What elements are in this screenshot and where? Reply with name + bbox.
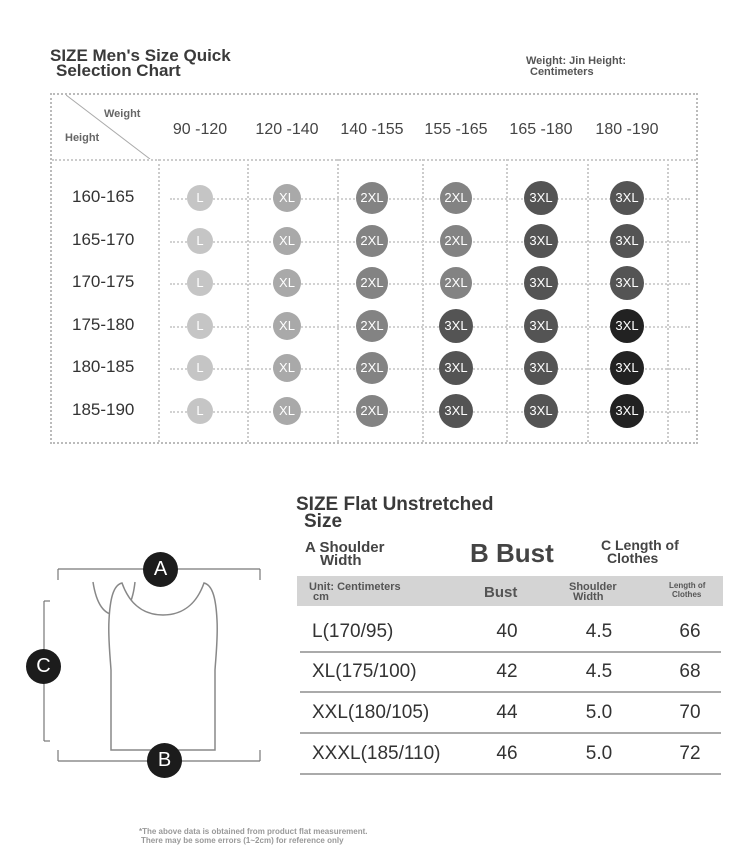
footnote [139, 827, 368, 845]
grid-column-divider [337, 159, 339, 442]
weight-range-header: 90 -120 [172, 121, 228, 138]
size-badge: 3XL [610, 351, 644, 385]
size-badge: 3XL [524, 181, 558, 215]
header-divider [52, 159, 696, 161]
size-badge: 3XL [610, 224, 644, 258]
height-range-label: 160-165 [72, 187, 135, 206]
label-c-line2: Clothes [607, 550, 659, 566]
size-table-cell-size: XL(175/100) [312, 661, 417, 682]
grid-column-divider [587, 159, 589, 442]
size-table-cell-bust: 40 [496, 621, 518, 642]
weight-range-header: 180 -190 [595, 121, 659, 138]
weight-range-header: 155 -165 [424, 121, 488, 138]
size-badge: 2XL [356, 310, 388, 342]
label-a-line2: Width [320, 552, 362, 569]
size-badge: 3XL [439, 309, 473, 343]
height-range-label: 175-180 [72, 315, 135, 334]
size-badge: 2XL [356, 395, 388, 427]
header-unit-line1: Unit: Centimeters [309, 581, 401, 593]
size-table-row [300, 692, 721, 734]
size-badge: 3XL [439, 394, 473, 428]
size-badge: XL [273, 269, 301, 297]
corner-height-label: Height [65, 132, 100, 144]
size-badge: 3XL [610, 266, 644, 300]
footnote-line1: *The above data is obtained from product flat measurement. [139, 827, 368, 836]
size-badge: XL [273, 354, 301, 382]
size-badge: 2XL [356, 182, 388, 214]
size-badge: 3XL [610, 181, 644, 215]
label-c-length [601, 539, 679, 565]
size-badge: 3XL [610, 394, 644, 428]
grid-column-divider [667, 159, 669, 442]
header-shoulder-line2: Width [573, 591, 604, 603]
header-unit-line2: cm [313, 591, 329, 603]
tank-top-outline [109, 583, 218, 750]
header-shoulder [569, 582, 617, 602]
size-badge: 2XL [356, 225, 388, 257]
size-table-row [300, 651, 721, 693]
flat-size-table-header [297, 576, 723, 606]
size-table-cell-shoulder: 4.5 [585, 621, 613, 642]
grid-column-divider [247, 159, 249, 442]
weight-range-header: 120 -140 [255, 121, 319, 138]
grid-column-divider [158, 159, 160, 442]
corner-diagonal [66, 95, 158, 159]
size-badge: L [187, 185, 213, 211]
quick-chart-title [50, 48, 231, 78]
flat-size-title-line1: SIZE Flat Unstretched [296, 494, 494, 515]
size-badge: 3XL [524, 394, 558, 428]
size-table-cell-shoulder: 5.0 [585, 702, 613, 723]
height-range-label: 170-175 [72, 272, 135, 291]
height-range-label: 165-170 [72, 230, 135, 249]
flat-size-title [296, 496, 493, 530]
height-range-label: 180-185 [72, 357, 135, 376]
size-badge: 3XL [524, 309, 558, 343]
label-a-line1: A Shoulder [305, 539, 385, 556]
header-shoulder-line1: Shoulder [569, 581, 617, 593]
size-badge: 3XL [524, 224, 558, 258]
size-table-row [300, 611, 721, 653]
size-badge: L [187, 313, 213, 339]
size-badge: 2XL [440, 225, 472, 257]
marker-a: A [143, 552, 178, 587]
size-badge: XL [273, 184, 301, 212]
size-table-cell-length: 66 [679, 621, 701, 642]
size-badge: L [187, 270, 213, 296]
header-bust: Bust [484, 584, 518, 601]
size-badge: L [187, 355, 213, 381]
header-length [669, 581, 705, 599]
quick-chart-title-line2: Selection Chart [56, 61, 181, 80]
units-note-line1: Weight: Jin Height: [526, 55, 627, 67]
size-selection-grid [50, 93, 698, 444]
size-badge: 2XL [440, 182, 472, 214]
size-badge: L [187, 228, 213, 254]
size-table-cell-bust: 46 [496, 743, 518, 764]
quick-chart-title-line1: SIZE Men's Size Quick [50, 46, 231, 65]
size-table-cell-bust: 44 [496, 702, 518, 723]
size-table-cell-size: XXL(180/105) [312, 702, 430, 723]
marker-c: C [26, 649, 61, 684]
size-table-cell-length: 72 [679, 743, 701, 764]
grid-column-divider [506, 159, 508, 442]
label-c-line1: C Length of [601, 537, 679, 553]
size-table-cell-size: XXXL(185/110) [312, 743, 441, 764]
size-badge: 3XL [439, 351, 473, 385]
size-badge: 3XL [610, 309, 644, 343]
weight-range-header: 165 -180 [509, 121, 573, 138]
footnote-line2: There may be some errors (1~2cm) for reference only [141, 836, 344, 845]
size-table-cell-bust: 42 [496, 661, 518, 682]
size-table-row [300, 733, 721, 775]
size-badge: 2XL [356, 352, 388, 384]
size-table-cell-shoulder: 4.5 [585, 661, 613, 682]
height-range-label: 185-190 [72, 400, 135, 419]
size-badge: XL [273, 227, 301, 255]
header-unit [309, 582, 401, 602]
size-badge: L [187, 398, 213, 424]
flat-size-title-line2: Size [304, 511, 343, 532]
size-table-cell-size: L(170/95) [312, 621, 394, 642]
weight-range-header: 140 -155 [340, 121, 404, 138]
size-badge: XL [273, 397, 301, 425]
size-table-cell-length: 70 [679, 702, 701, 723]
units-note [526, 56, 626, 78]
units-note-line2: Centimeters [530, 66, 594, 78]
marker-b: B [147, 743, 182, 778]
size-table-cell-shoulder: 5.0 [585, 743, 613, 764]
size-badge: 2XL [356, 267, 388, 299]
size-badge: 3XL [524, 351, 558, 385]
corner-weight-label: Weight [104, 108, 141, 120]
label-a-shoulder-width [305, 541, 384, 567]
size-badge: XL [273, 312, 301, 340]
header-length-line2: Clothes [672, 590, 702, 599]
size-badge: 3XL [524, 266, 558, 300]
label-b-bust: B Bust [470, 538, 554, 568]
size-badge: 2XL [440, 267, 472, 299]
header-length-line1: Length of [669, 581, 706, 590]
grid-column-divider [422, 159, 424, 442]
size-table-cell-length: 68 [679, 661, 701, 682]
